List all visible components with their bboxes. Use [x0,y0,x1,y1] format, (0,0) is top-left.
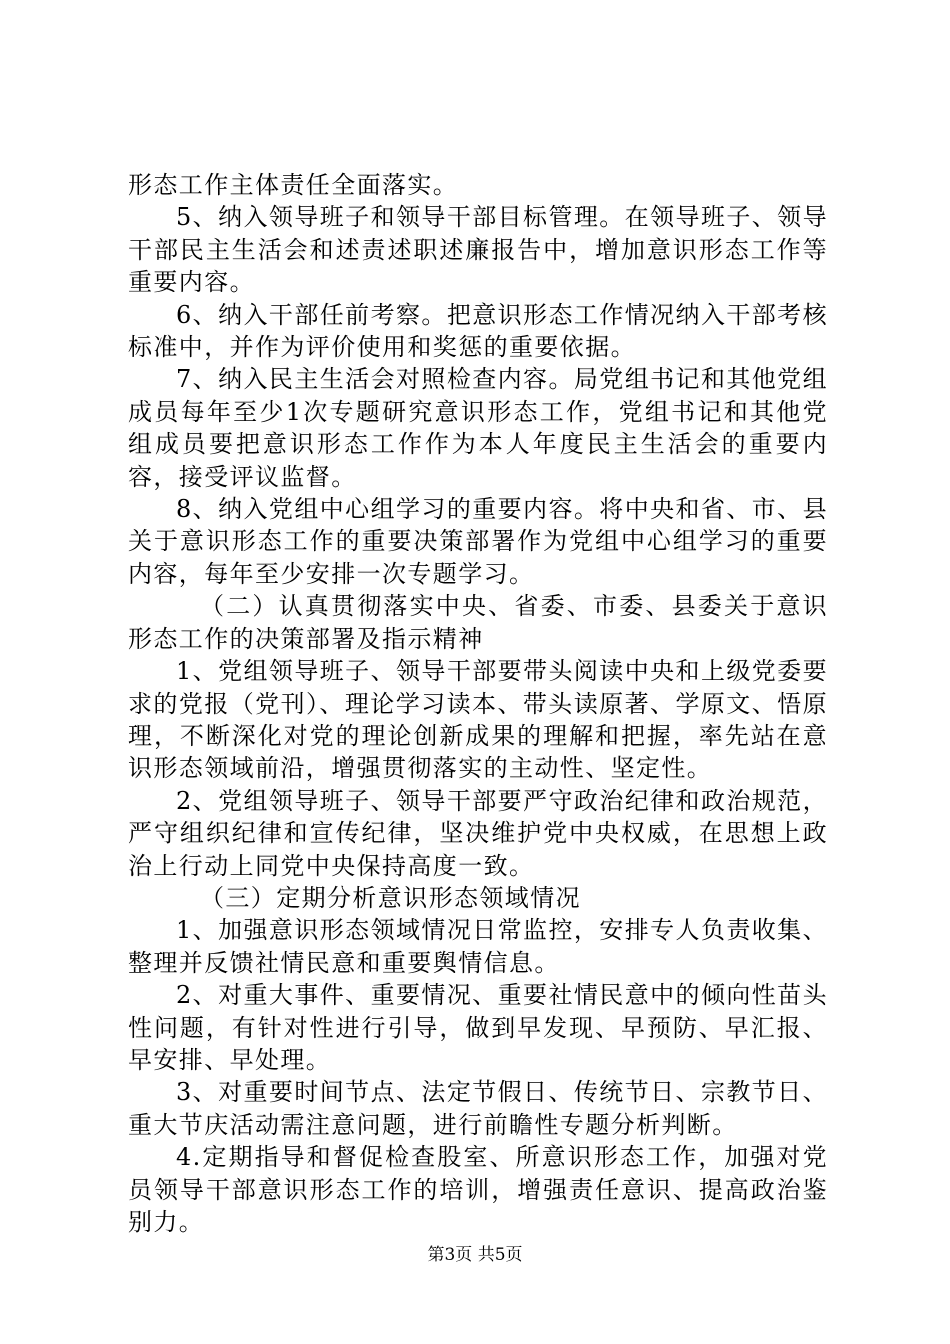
paragraph-12: 4.定期指导和督促检查股室、所意识形态工作，加强对党员领导干部意识形态工作的培训，增强责任意识、提高政治鉴别力。 [128,1143,828,1236]
paragraph-0: 形态工作主体责任全面落实。 [128,171,459,199]
paragraph-9: 1、加强意识形态领域情况日常监控，安排专人负责收集、整理并反馈社情民意和重要舆情信息。 [128,916,828,977]
paragraph-1: 5、纳入领导班子和领导干部目标管理。在领导班子、领导干部民主生活会和述责述职述廉报告中，增加意识形态工作等重要内容。 [128,203,828,297]
paragraph-7: 2、党组领导班子、领导干部要严守政治纪律和政治规范，严守组织纪律和宣传纪律，坚决维护党中央权威，在思想上政治上行动上同党中央保持高度一致。 [128,786,828,880]
page-number-footer: 第3页 共5页 [427,1245,523,1265]
paragraph-2: 6、纳入干部任前考察。把意识形态工作情况纳入干部考核标准中，并作为评价使用和奖惩的重要依据。 [128,300,828,362]
paragraph-6: 1、党组领导班子、领导干部要带头阅读中央和上级党委要求的党报（党刊）、理论学习读本、带头读原著、学原文、悟原理，不断深化对党的理论创新成果的理解和把握，率先站在意识形态领域前沿，增强贯彻落实的主动性、坚定性。 [128,657,828,783]
paragraph-11: 3、对重要时间节点、法定节假日、传统节日、宗教节日、重大节庆活动需注意问题，进行前瞻性专题分析判断。 [128,1078,828,1139]
paragraph-4: 8、纳入党组中心组学习的重要内容。将中央和省、市、县关于意识形态工作的重要决策部署作为党组中心组学习的重要内容，每年至少安排一次专题学习。 [128,495,828,588]
document-body [128,169,828,1238]
section-heading-3: （三）定期分析意识形态领域情况 [200,883,581,912]
paragraph-10: 2、对重大事件、重要情况、重要社情民意中的倾向性苗头性问题，有针对性进行引导，做到早发现、早预防、早汇报、早安排、早处理。 [128,981,828,1074]
paragraph-3: 7、纳入民主生活会对照检查内容。局党组书记和其他党组成员每年至少1次专题研究意识形态工作，党组书记和其他党组成员要把意识形态工作作为本人年度民主生活会的重要内容，接受评议监督。 [128,365,828,491]
section-heading-2: （二）认真贯彻落实中央、省委、市委、县委关于意识形态工作的决策部署及指示精神 [128,592,828,653]
